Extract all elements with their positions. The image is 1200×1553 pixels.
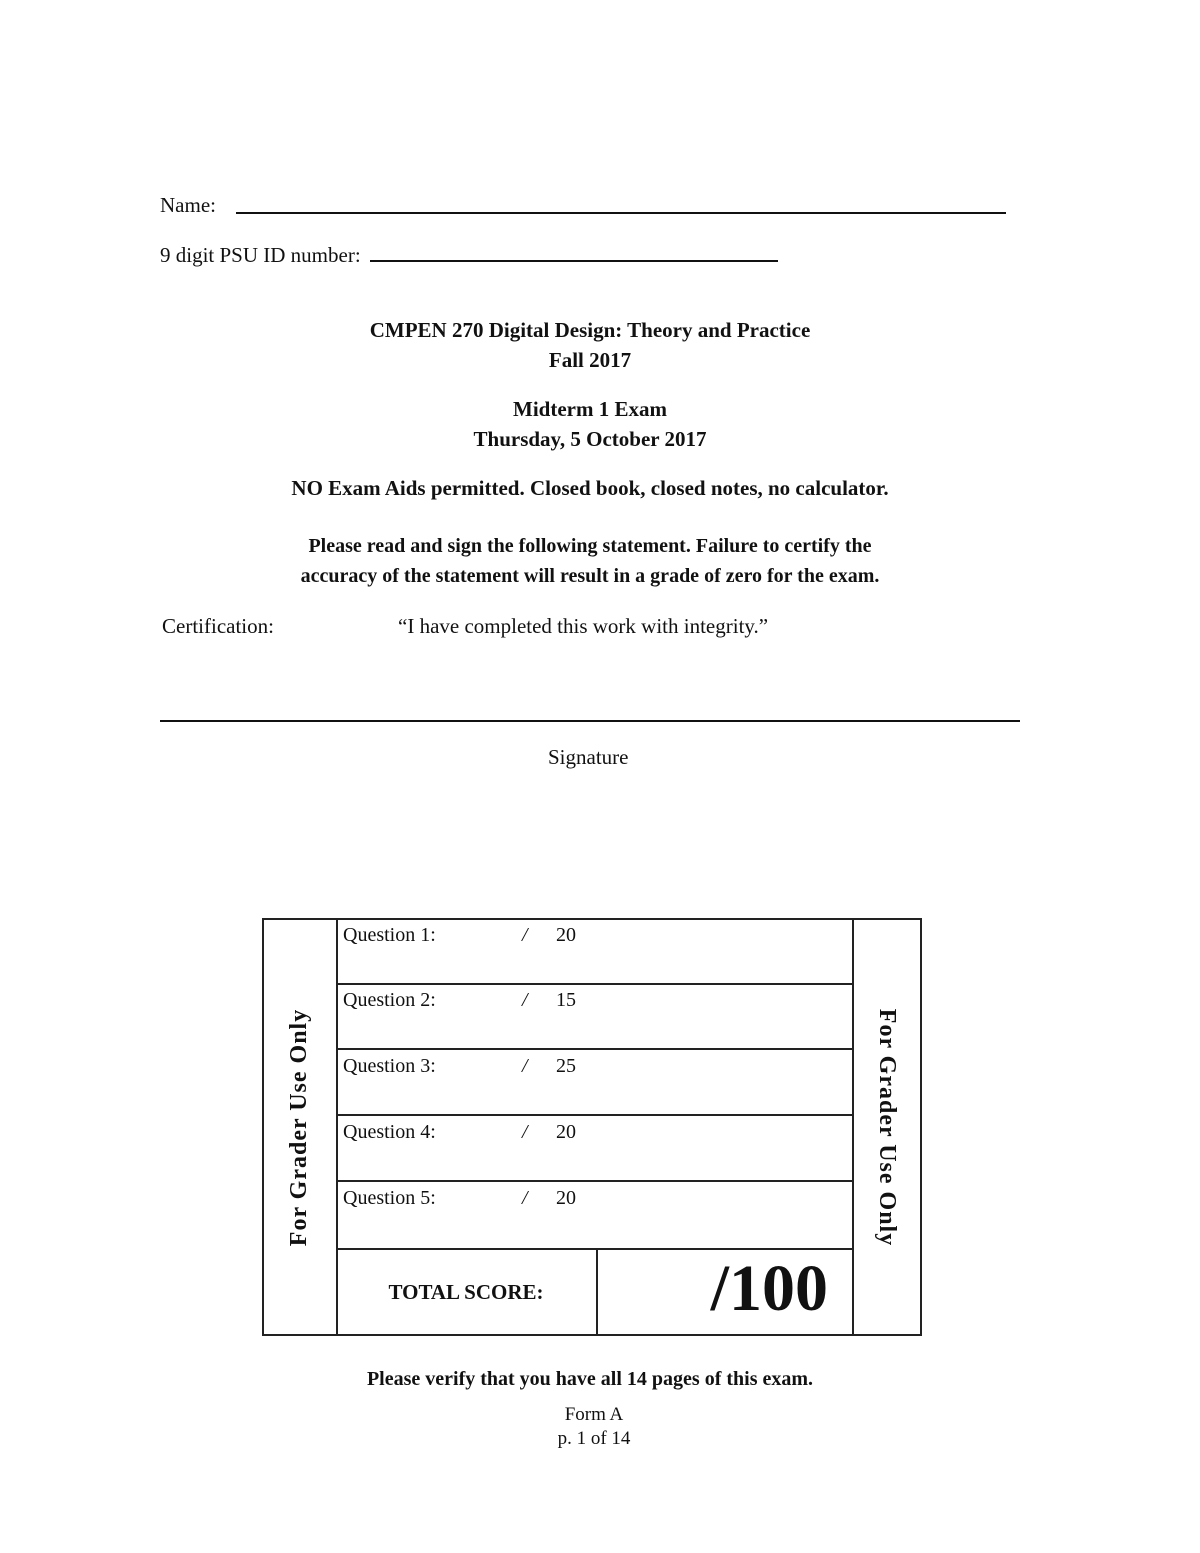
signature-label: Signature — [548, 745, 629, 769]
grader-side-left — [264, 920, 338, 1334]
total-score-value: /100 — [710, 1252, 828, 1325]
id-field[interactable] — [370, 260, 778, 262]
form-label: Form A — [564, 1404, 624, 1425]
question-row-1 — [336, 920, 854, 985]
course-title: CMPEN 270 Digital Design: Theory and Practice — [369, 318, 811, 342]
question-max: 20 — [556, 924, 576, 946]
question-label: Question 1: — [343, 924, 436, 946]
question-label: Question 5: — [343, 1187, 436, 1209]
question-row-4 — [336, 1117, 854, 1182]
question-max: 20 — [556, 1187, 576, 1209]
grader-score-box — [262, 918, 922, 1336]
score-slash: / — [522, 924, 528, 946]
grader-side-label-right: For Grader Use Only — [874, 1008, 901, 1246]
score-slash: / — [522, 1055, 528, 1077]
question-label: Question 2: — [343, 989, 436, 1011]
course-term: Fall 2017 — [548, 348, 632, 372]
score-slash: / — [522, 989, 528, 1011]
exam-date: Thursday, 5 October 2017 — [473, 427, 707, 451]
page-verify-note: Please verify that you have all 14 pages of this exam. — [366, 1368, 814, 1390]
total-score-row — [336, 1250, 854, 1334]
signature-field[interactable] — [160, 720, 1020, 722]
exam-name: Midterm 1 Exam — [513, 397, 667, 421]
question-row-5 — [336, 1183, 854, 1250]
question-max: 25 — [556, 1055, 576, 1077]
id-label: 9 digit PSU ID number: — [160, 243, 361, 267]
question-max: 20 — [556, 1121, 576, 1143]
statement-line-1: Please read and sign the following statement. Failure to certify the — [308, 535, 872, 557]
exam-rules: NO Exam Aids permitted. Closed book, closed notes, no calculator. — [291, 476, 889, 500]
score-slash: / — [522, 1187, 528, 1209]
name-label: Name: — [160, 193, 216, 217]
total-score-label: TOTAL SCORE: — [336, 1250, 598, 1334]
question-row-3 — [336, 1051, 854, 1116]
statement-line-2: accuracy of the statement will result in a grade of zero for the exam. — [300, 565, 880, 587]
certification-label: Certification: — [162, 614, 274, 638]
question-label: Question 3: — [343, 1055, 436, 1077]
page-number: p. 1 of 14 — [557, 1428, 631, 1449]
question-max: 15 — [556, 989, 576, 1011]
grader-side-label-left: For Grader Use Only — [286, 1008, 313, 1246]
score-table — [336, 920, 854, 1334]
name-field[interactable] — [236, 212, 1006, 214]
grader-side-right — [852, 920, 920, 1334]
question-row-2 — [336, 985, 854, 1050]
question-label: Question 4: — [343, 1121, 436, 1143]
certification-text: “I have completed this work with integrity.” — [398, 614, 769, 638]
score-slash: / — [522, 1121, 528, 1143]
